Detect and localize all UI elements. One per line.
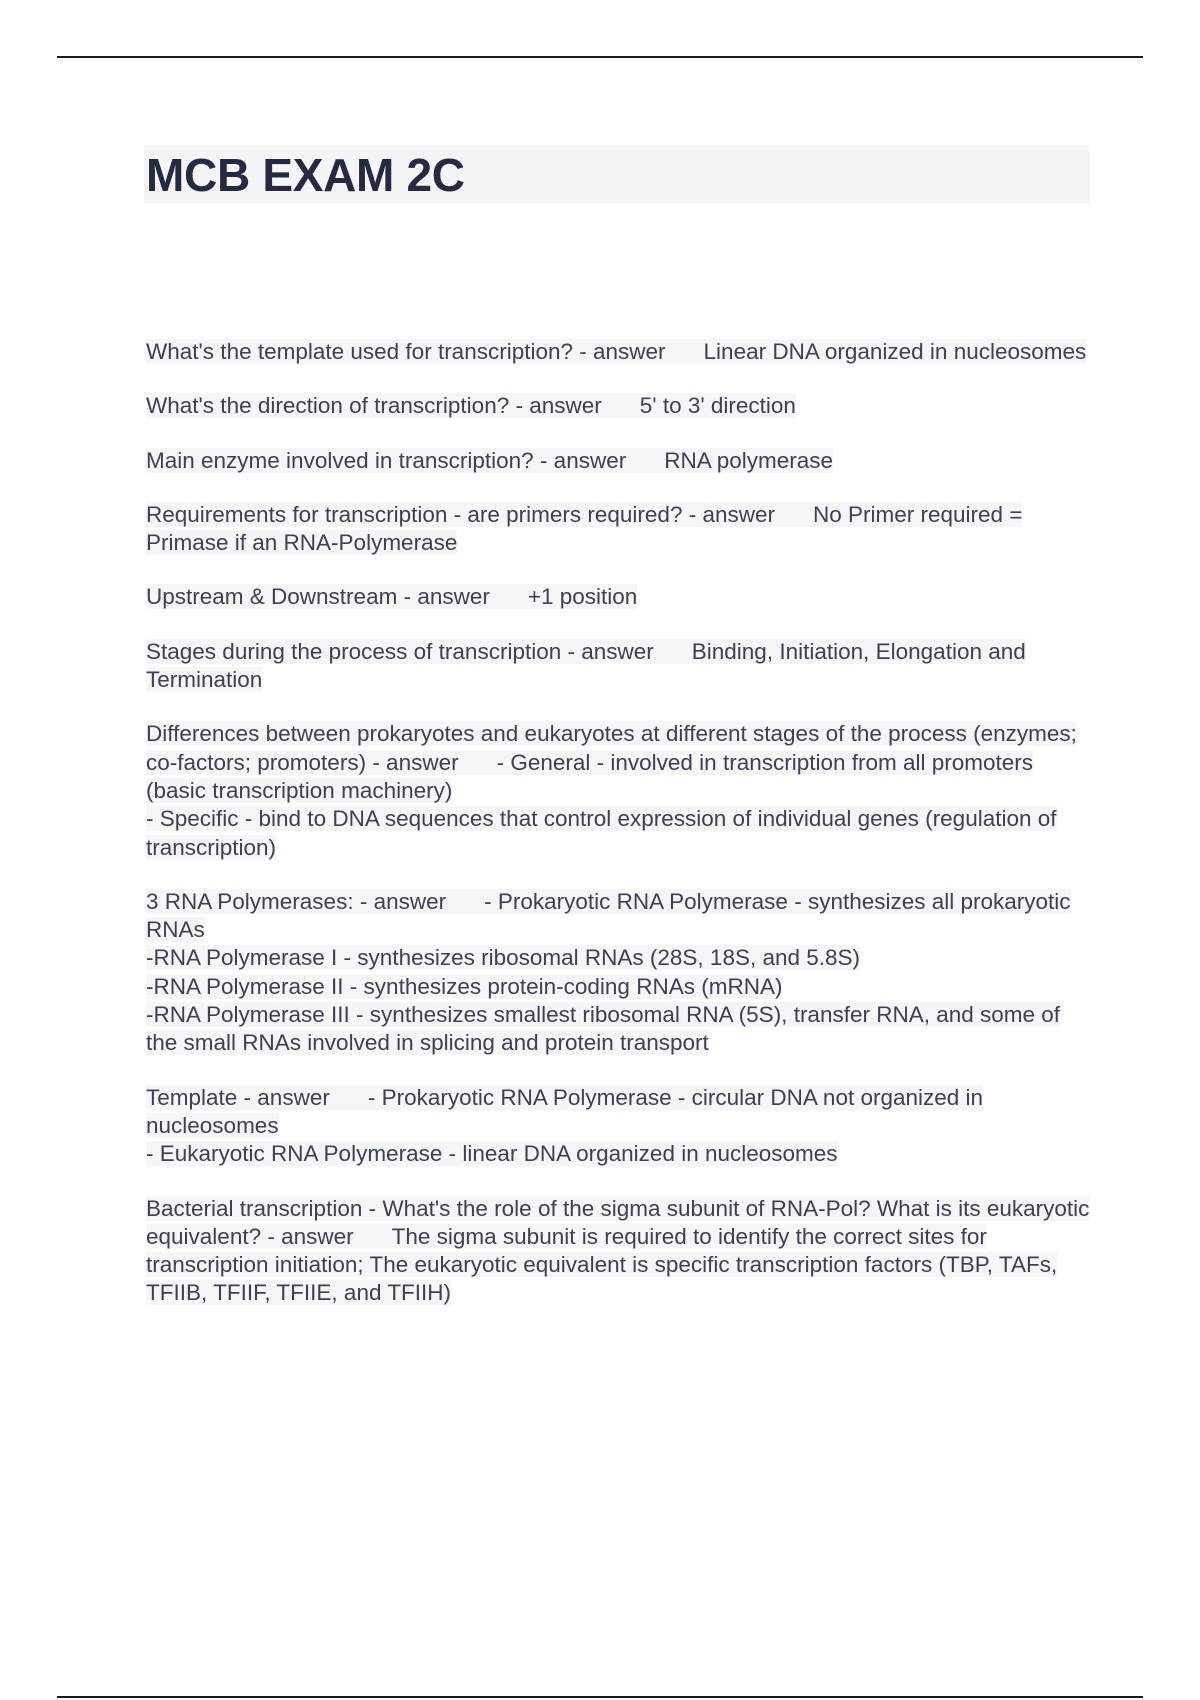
page-title: MCB EXAM 2C [146,149,465,201]
answer-separator: - answer [261,1223,354,1249]
answer-text: +1 position [527,584,638,610]
question-text: 3 RNA Polymerases: [146,888,354,914]
question-text: Bacterial transcription - What's the role of the sigma subunit of RNA-Pol? What is its eukaryotic equivalent? [146,1195,1090,1249]
qa-item [146,720,1096,861]
question-text: Template [146,1084,238,1110]
answer-text: - Prokaryotic RNA Polymerase - synthesizes all prokaryotic RNAs -RNA Polymerase I - synthesizes ribosomal RNAs (28S, 18S, and 5.8S) -RNA Polymerase II - synthesizes protein-coding RNAs (mRNA) -RNA Polymerase III - synthesizes smallest ribosomal RNA (5S), transfer RNA, and some of the small RNAs involved in splicing and protein transport [146,888,1071,1056]
qa-item [146,1084,1096,1169]
answer-text: RNA polymerase [664,447,834,473]
question-text: Stages during the process of transcription [146,638,562,664]
top-rule [57,56,1143,58]
answer-separator: - answer [353,888,447,914]
answer-separator: - answer [237,1084,330,1110]
answer-separator: - answer [561,638,654,664]
answer-separator: - answer [366,749,459,775]
answer-text: - General - involved in transcription from all promoters (basic transcription machinery) - Specific - bind to DNA sequences that control expression of individual genes (regulation of transcription) [146,749,1057,860]
answer-text: 5' to 3' direction [639,393,796,419]
answer-text: Linear DNA organized in nucleosomes [703,339,1087,364]
question-text: What's the direction of transcription? [146,393,510,419]
question-text: Requirements for transcription - are primers required? [146,501,683,527]
answer-text: The sigma subunit is required to identify the correct sites for transcription initiation; The eukaryotic equivalent is specific transcription factors (TBP, TAFs, TFIIB, TFIIF, TFIIE, and TFIIH) [146,1223,1058,1306]
answer-separator: - answer [682,501,775,527]
answer-text: No Primer required = Primase if an RNA-Polymerase [146,501,1023,556]
qa-item [146,583,1096,611]
question-text: Upstream & Downstream [146,584,398,610]
answer-text: - Prokaryotic RNA Polymerase - circular DNA not organized in nucleosomes - Eukaryotic RNA Polymerase - linear DNA organized in nucleosomes [146,1084,984,1167]
qa-item [146,392,1096,420]
answer-separator: - answer [533,447,627,473]
question-text: Differences between prokaryotes and eukaryotes at different stages of the process (enzymes; co-factors; promoters) [146,721,1077,775]
qa-list [146,338,1096,1334]
answer-separator: - answer [509,393,602,419]
qa-item [146,888,1096,1058]
qa-item [146,501,1096,558]
question-text: What's the template used for transcription? [146,339,574,364]
qa-item [146,338,1096,366]
qa-item [146,447,1096,475]
answer-separator: - answer [573,339,666,364]
answer-text: Binding, Initiation, Elongation and Termination [146,638,1026,693]
bottom-rule [57,1696,1143,1698]
answer-separator: - answer [397,584,490,610]
question-text: Main enzyme involved in transcription? [146,447,534,473]
qa-item [146,1195,1096,1308]
qa-item [146,638,1096,695]
